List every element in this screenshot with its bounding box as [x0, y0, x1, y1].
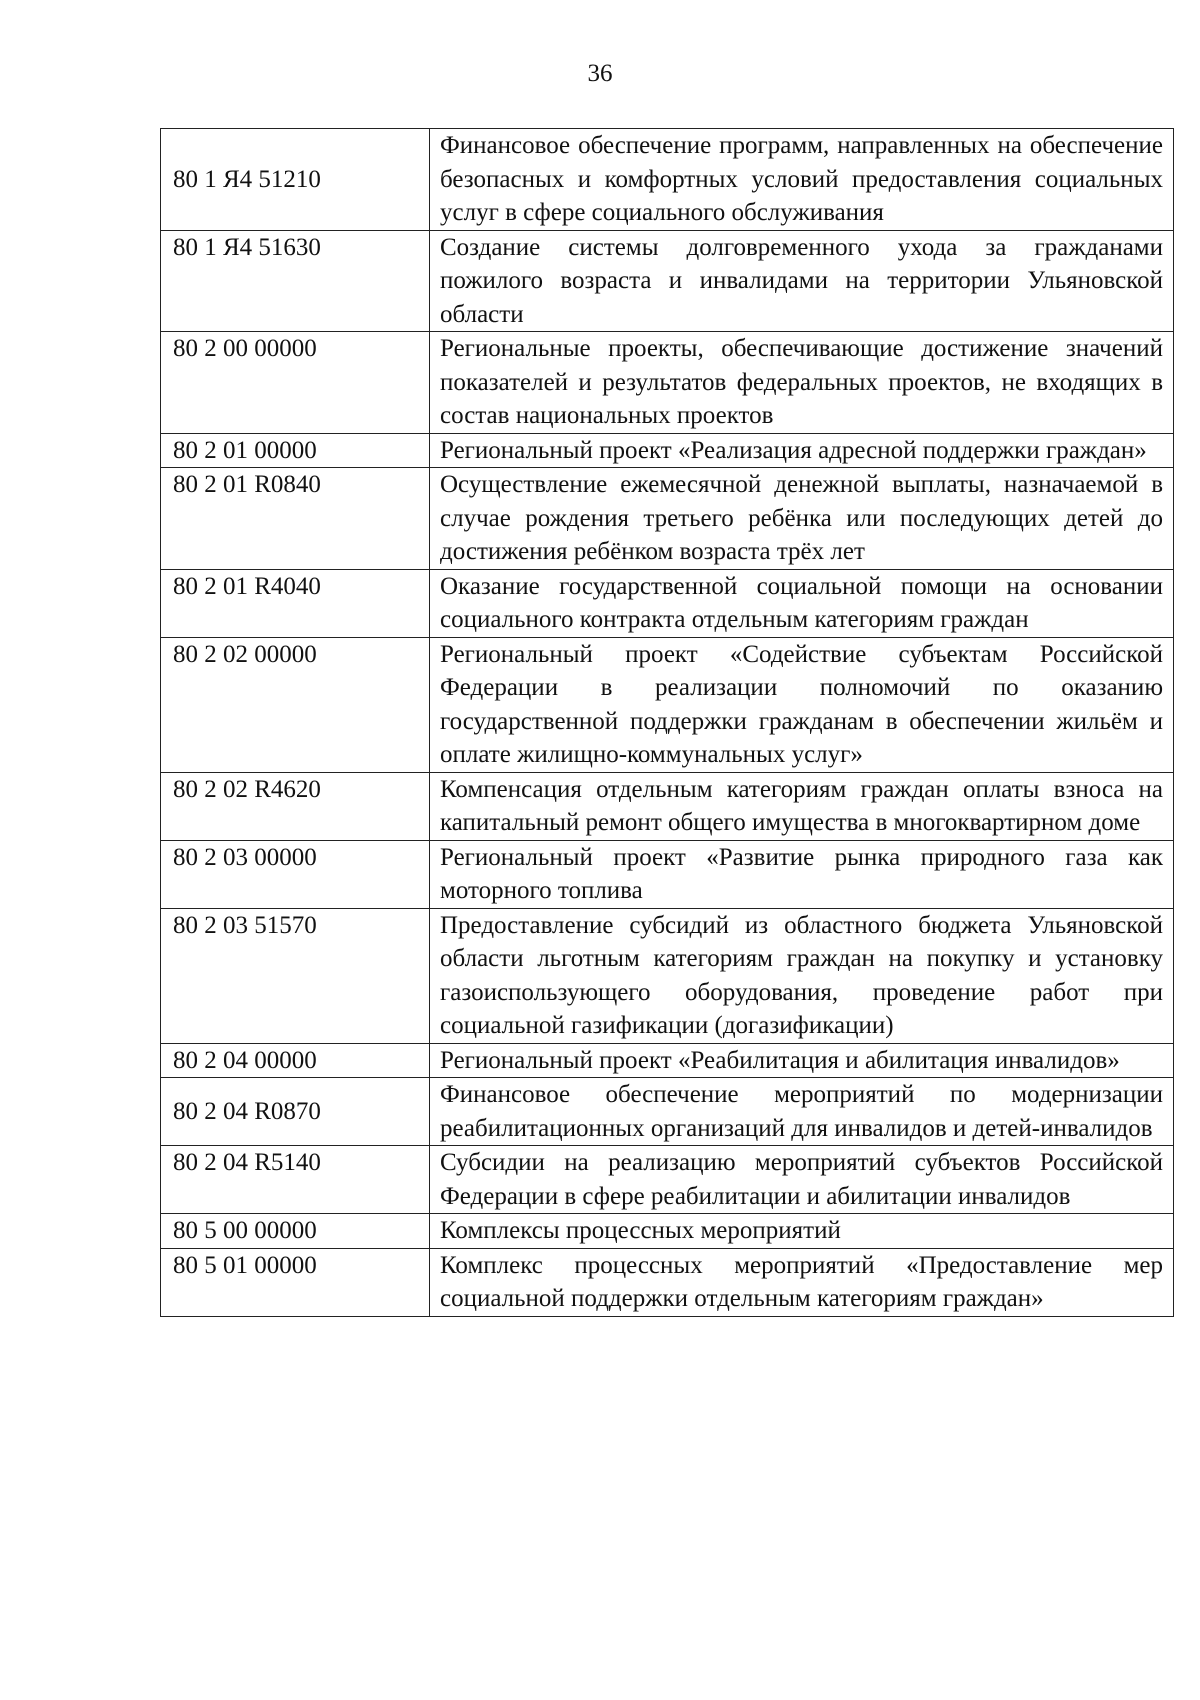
description-cell — [430, 129, 1174, 231]
description-cell — [430, 1146, 1174, 1214]
table-row — [161, 569, 1174, 637]
code-cell — [161, 637, 430, 772]
table-row — [161, 230, 1174, 332]
row-code: 80 1 Я4 51630 — [173, 233, 321, 261]
description-cell — [430, 840, 1174, 908]
row-description: Финансовое обеспечение программ, направленных на обеспечение безопасных и комфортных условий предоставления социальных услуг в сфере социального обслуживания — [440, 132, 1163, 226]
row-description: Комплексы процессных мероприятий — [440, 1217, 841, 1244]
row-description: Осуществление ежемесячной денежной выплаты, назначаемой в случае рождения третьего ребёнка или последующих детей до достижения ребёнком возраста трёх лет — [440, 471, 1163, 565]
table-row — [161, 468, 1174, 570]
description-cell — [430, 332, 1174, 434]
row-code: 80 5 01 00000 — [173, 1251, 317, 1279]
row-description: Финансовое обеспечение мероприятий по модернизации реабилитационных организаций для инвалидов и детей-инвалидов — [440, 1081, 1163, 1142]
code-cell — [161, 230, 430, 332]
table-row — [161, 840, 1174, 908]
code-cell — [161, 772, 430, 840]
row-description: Оказание государственной социальной помощи на основании социального контракта отдельным категориям граждан — [440, 572, 1163, 633]
row-code: 80 2 03 51570 — [173, 911, 317, 939]
row-description: Создание системы долговременного ухода за гражданами пожилого возраста и инвалидами на территории Ульяновской области — [440, 233, 1163, 328]
row-code: 80 5 00 00000 — [173, 1217, 317, 1244]
table-row — [161, 908, 1174, 1043]
table-row — [161, 772, 1174, 840]
table-row — [161, 1214, 1174, 1249]
row-description: Региональный проект «Развитие рынка природного газа как моторного топлива — [440, 843, 1163, 904]
table-row — [161, 1146, 1174, 1214]
row-code: 80 2 02 00000 — [173, 640, 317, 668]
table-row — [161, 332, 1174, 434]
page-number: 36 — [587, 60, 613, 87]
description-cell — [430, 230, 1174, 332]
description-cell — [430, 569, 1174, 637]
table-row — [161, 433, 1174, 468]
table-row — [161, 637, 1174, 772]
row-description: Региональный проект «Реабилитация и абилитация инвалидов» — [440, 1046, 1120, 1074]
row-code: 80 2 01 00000 — [173, 436, 317, 464]
code-cell — [161, 1078, 430, 1146]
description-cell — [430, 908, 1174, 1043]
code-cell — [161, 840, 430, 908]
table-row — [161, 129, 1174, 231]
row-description: Региональные проекты, обеспечивающие достижение значений показателей и результатов федеральных проектов, не входящих в состав национальных проектов — [440, 335, 1163, 429]
row-description: Субсидии на реализацию мероприятий субъектов Российской Федерации в сфере реабилитации и абилитации инвалидов — [440, 1149, 1163, 1210]
code-cell — [161, 569, 430, 637]
description-cell — [430, 468, 1174, 570]
budget-classification-table — [160, 128, 1174, 1317]
code-cell — [161, 332, 430, 434]
row-description: Предоставление субсидий из областного бюджета Ульяновской области льготным категориям граждан на покупку и установку газоиспользующего оборудования, проведение работ при социальной газификации (догазификации) — [440, 911, 1163, 1039]
code-cell — [161, 908, 430, 1043]
table-row — [161, 1078, 1174, 1146]
row-code: 80 2 00 00000 — [173, 335, 317, 362]
row-code: 80 2 04 R0870 — [173, 1097, 321, 1125]
row-description: Региональный проект «Реализация адресной поддержки граждан» — [440, 436, 1147, 464]
description-cell — [430, 637, 1174, 772]
row-code: 80 1 Я4 51210 — [173, 165, 321, 193]
description-cell — [430, 772, 1174, 840]
table-row — [161, 1248, 1174, 1316]
description-cell — [430, 433, 1174, 468]
row-code: 80 2 01 R4040 — [173, 572, 321, 600]
row-code: 80 2 02 R4620 — [173, 775, 321, 803]
code-cell — [161, 433, 430, 468]
description-cell — [430, 1078, 1174, 1146]
code-cell — [161, 468, 430, 570]
row-description: Комплекс процессных мероприятий «Предоставление мер социальной поддержки отдельным категориям граждан» — [440, 1251, 1163, 1312]
table-row — [161, 1043, 1174, 1078]
row-code: 80 2 01 R0840 — [173, 471, 321, 498]
description-cell — [430, 1248, 1174, 1316]
description-cell — [430, 1043, 1174, 1078]
code-cell — [161, 1248, 430, 1316]
code-cell — [161, 129, 430, 231]
code-cell — [161, 1214, 430, 1249]
description-cell — [430, 1214, 1174, 1249]
row-code: 80 2 03 00000 — [173, 843, 317, 871]
row-code: 80 2 04 00000 — [173, 1046, 317, 1074]
code-cell — [161, 1043, 430, 1078]
row-description: Компенсация отдельным категориям граждан оплаты взноса на капитальный ремонт общего имущества в многоквартирном доме — [440, 775, 1163, 836]
row-description: Региональный проект «Содействие субъектам Российской Федерации в реализации полномочий по оказанию государственной поддержки гражданам в обеспечении жильём и оплате жилищно-коммунальных услуг» — [440, 640, 1163, 768]
code-cell — [161, 1146, 430, 1214]
row-code: 80 2 04 R5140 — [173, 1149, 321, 1176]
